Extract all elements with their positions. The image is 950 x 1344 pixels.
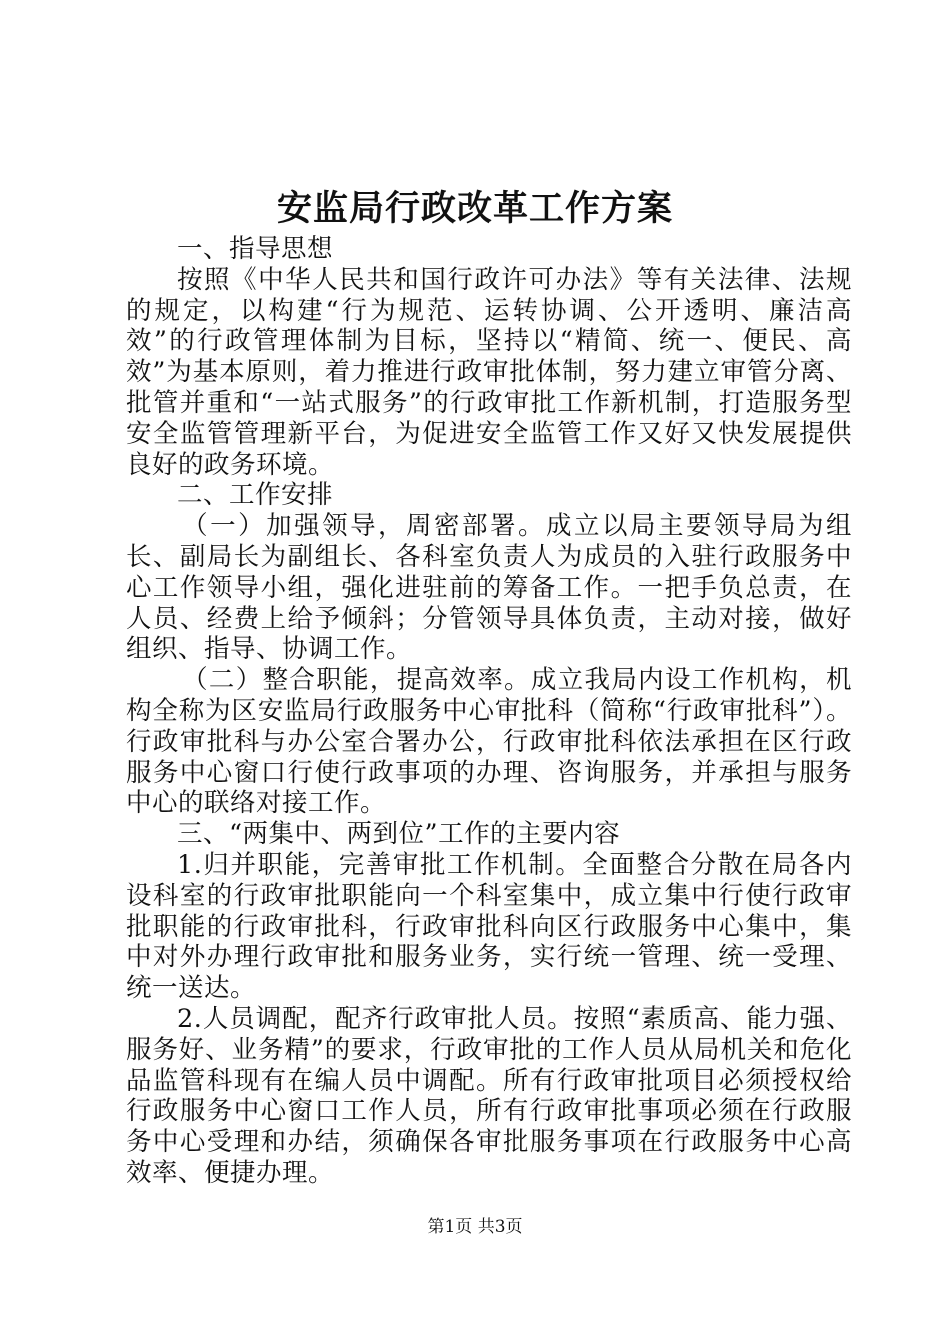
section-heading-work-arrangement: 二、工作安排 [177, 480, 334, 511]
paragraph-leadership: （一）加强领导，周密部署。成立以局主要领导局为组长、副局长为副组长、各科室负责人为成员的入驻行政服务中心工作领导小组，强化进驻前的筹备工作。一把手负总责，在人员、经费上给予倾斜；分管领导具体负责，主动对接，做好组织、指导、协调工作。 [126, 511, 852, 665]
paragraph-integrate-functions: （二）整合职能，提高效率。成立我局内设工作机构，机构全称为区安监局行政服务中心审批科（简称“行政审批科”）。行政审批科与办公室合署办公，行政审批科依法承担在区行政服务中心窗口行使行政事项的办理、咨询服务，并承担与服务中心的联络对接工作。 [126, 665, 852, 819]
paragraph-guiding-ideology: 按照《中华人民共和国行政许可办法》等有关法律、法规的规定，以构建“行为规范、运转协调、公开透明、廉洁高效”的行政管理体制为目标，坚持以“精简、统一、便民、高效”为基本原则，着力推进行政审批体制，努力建立审管分离、批管并重和“一站式服务”的行政审批工作新机制，打造服务型安全监管管理新平台，为促进安全监管工作又好又快发展提供良好的政务环境。 [126, 264, 852, 480]
section-heading-guiding-ideology: 一、指导思想 [177, 234, 334, 264]
paragraph-merge-functions: 1.归并职能，完善审批工作机制。全面整合分散在局各内设科室的行政审批职能向一个科室集中，成立集中行使行政审批职能的行政审批科，行政审批科向区行政服务中心集中，集中对外办理行政审批和服务业务，实行统一管理、统一受理、统一送达。 [126, 849, 852, 1004]
document-title: 安监局行政改革工作方案 [276, 188, 673, 229]
paragraph-staff-allocation: 2.人员调配，配齐行政审批人员。按照“素质高、能力强、服务好、业务精”的要求，行政审批的工作人员从局机关和危化品监管科现有在编人员中调配。所有行政审批项目必须授权给行政服务中心窗口工作人员，所有行政审批事项必须在行政服务中心受理和办结，须确保各审批服务事项在行政服务中心高效率、便捷办理。 [126, 1003, 852, 1188]
section-heading-main-content: 三、“两集中、两到位”工作的主要内容 [177, 819, 621, 850]
page-number-footer: 第1页 共3页 [427, 1217, 523, 1237]
document-body [126, 234, 852, 1189]
